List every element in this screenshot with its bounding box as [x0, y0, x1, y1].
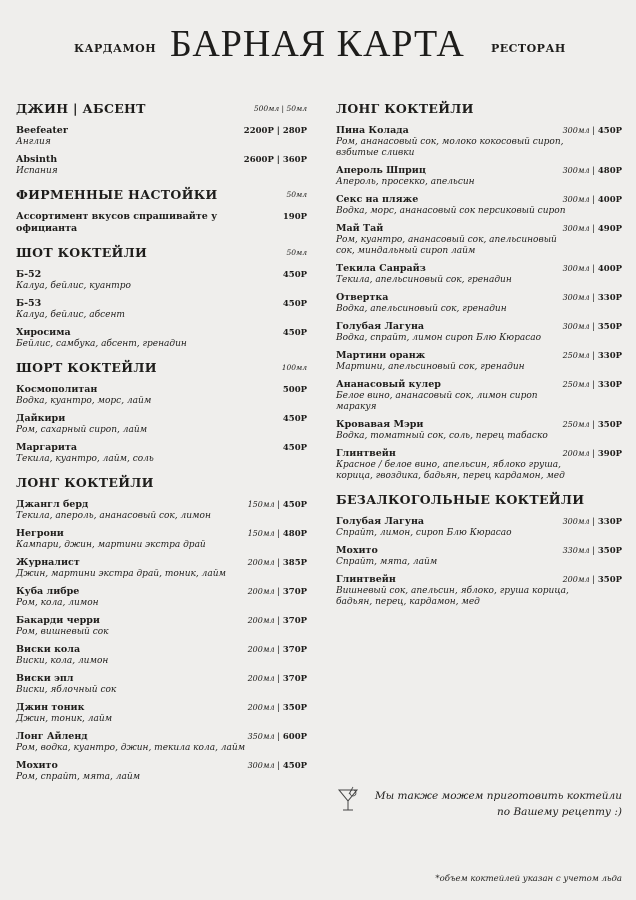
- item-price-value: 2600Р | 360Р: [243, 155, 307, 165]
- menu-item: [16, 528, 307, 551]
- item-description: Джин, мартини экстра драй, тоник, лайм: [16, 569, 226, 579]
- section-title: ШОТ КОКТЕЙЛИ: [16, 245, 148, 260]
- item-price-value: 450Р: [597, 126, 622, 136]
- item-price: [248, 732, 307, 742]
- menu-section: [16, 245, 307, 350]
- item-price-value: 450Р: [282, 761, 307, 771]
- price-separator: |: [589, 166, 598, 176]
- item-description: Водка, куантро, морс, лайм: [16, 396, 152, 406]
- item-name: Текила Санрайз: [336, 263, 426, 274]
- item-name: Мохито: [16, 760, 58, 771]
- item-price-value: 370Р: [282, 616, 307, 626]
- menu-item: [336, 292, 622, 315]
- item-name: Absinth: [16, 154, 58, 165]
- item-name: Виски кола: [16, 644, 81, 655]
- menu-section: [336, 492, 622, 608]
- item-name: Апероль Шприц: [336, 165, 426, 176]
- section-header: [16, 101, 307, 121]
- item-price: [563, 126, 622, 136]
- item-price: [248, 616, 307, 626]
- item-name: Куба либре: [16, 586, 80, 597]
- page-header: [0, 22, 636, 70]
- section-title: ШОРТ КОКТЕЙЛИ: [16, 360, 157, 375]
- section-title: ДЖИН | АБСЕНТ: [16, 101, 146, 116]
- item-volume: 250мл: [562, 380, 590, 389]
- menu-item: [16, 384, 307, 407]
- menu-section: [16, 101, 307, 177]
- item-description: Ром, водка, куантро, джин, текила кола, лайм: [16, 743, 246, 753]
- page-title: БАРНАЯ КАРТА: [170, 23, 465, 65]
- section-header: [16, 245, 307, 265]
- menu-item: [16, 760, 307, 783]
- menu-item: [336, 125, 622, 159]
- price-separator: |: [274, 500, 283, 510]
- item-volume: 150мл: [247, 529, 275, 538]
- item-name: Глинтвейн: [336, 574, 396, 585]
- item-volume: 200мл: [247, 645, 275, 654]
- item-description: Джин, тоник, лайм: [16, 714, 113, 724]
- item-volume: 300мл: [247, 761, 275, 770]
- item-price: [248, 703, 307, 713]
- section-title: БЕЗАЛКОГОЛЬНЫЕ КОКТЕЙЛИ: [336, 492, 585, 507]
- price-separator: |: [274, 529, 283, 539]
- item-name: Негрони: [16, 528, 64, 539]
- item-description: Ром, кола, лимон: [16, 598, 99, 608]
- menu-item: [336, 263, 622, 286]
- menu-section: [16, 360, 307, 465]
- item-description: Бейлис, самбука, абсент, гренадин: [16, 339, 187, 349]
- item-price-value: 350Р: [597, 575, 622, 585]
- item-price: [563, 449, 622, 459]
- restaurant-label: РЕСТОРАН: [491, 42, 566, 55]
- menu-item: [16, 269, 307, 292]
- price-separator: |: [589, 293, 598, 303]
- item-name: Бакарди черри: [16, 615, 100, 626]
- item-volume: 300мл: [562, 195, 590, 204]
- menu-item: [336, 165, 622, 188]
- item-name: Мартини оранж: [336, 350, 426, 361]
- item-volume: 200мл: [562, 575, 590, 584]
- item-price: [248, 645, 307, 655]
- item-description: Текила, апероль, ананасовый сок, лимон: [16, 511, 211, 521]
- item-price-value: 370Р: [282, 587, 307, 597]
- item-price: [563, 224, 622, 234]
- item-price: [563, 264, 622, 274]
- menu-item: [16, 499, 307, 522]
- item-volume: 150мл: [247, 500, 275, 509]
- menu-item: [336, 545, 622, 568]
- item-price-value: 600Р: [282, 732, 307, 742]
- price-separator: |: [589, 351, 598, 361]
- menu-item: [336, 574, 622, 608]
- item-volume: 350мл: [247, 732, 275, 741]
- item-price: [248, 761, 307, 771]
- item-price-value: 350Р: [597, 322, 622, 332]
- item-price: [563, 517, 622, 527]
- section-header: [16, 187, 307, 207]
- item-description: Калуа, бейлис, куантро: [16, 281, 131, 291]
- price-separator: |: [589, 195, 598, 205]
- item-price-value: 450Р: [282, 299, 307, 309]
- price-separator: |: [274, 616, 283, 626]
- item-price: [563, 166, 622, 176]
- item-price-value: 450Р: [282, 414, 307, 424]
- item-name: Хиросима: [16, 327, 71, 338]
- item-price: [563, 380, 622, 390]
- item-volume: 200мл: [247, 703, 275, 712]
- item-price: [563, 322, 622, 332]
- item-price-value: 400Р: [597, 264, 622, 274]
- item-name: Глинтвейн: [336, 448, 396, 459]
- item-price: [283, 443, 307, 453]
- item-volume: 200мл: [247, 587, 275, 596]
- item-description: Водка, морс, ананасовый сок персиковый сироп: [336, 206, 566, 216]
- price-separator: |: [274, 587, 283, 597]
- item-description: Ром, вишневый сок: [16, 627, 109, 637]
- item-description: Водка, спрайт, лимон сироп Блю Кюрасао: [336, 333, 542, 343]
- price-separator: |: [274, 732, 283, 742]
- item-name: Космополитан: [16, 384, 98, 395]
- item-name: Пина Колада: [336, 125, 409, 136]
- price-separator: |: [589, 420, 598, 430]
- price-separator: |: [589, 449, 598, 459]
- menu-item: [16, 211, 307, 235]
- item-description: Англия: [16, 137, 51, 147]
- menu-item: [336, 350, 622, 373]
- item-volume: 300мл: [562, 224, 590, 233]
- item-name: Маргарита: [16, 442, 78, 453]
- cocktail-glass-icon: [336, 786, 360, 814]
- item-description: Спрайт, мята, лайм: [336, 557, 438, 567]
- item-name: Джин тоник: [16, 702, 85, 713]
- menu-item: [336, 321, 622, 344]
- brand-label: КАРДАМОН: [74, 42, 157, 55]
- menu-item: [336, 379, 622, 413]
- price-separator: |: [274, 558, 283, 568]
- item-volume: 300мл: [562, 293, 590, 302]
- item-description: Красное / белое вино, апельсин, яблоко груша, корица, гвоздика, бадьян, перец кардамон, мед: [336, 460, 565, 481]
- price-separator: |: [589, 264, 598, 274]
- item-price-value: 370Р: [282, 674, 307, 684]
- item-price-value: 390Р: [597, 449, 622, 459]
- price-separator: |: [589, 517, 598, 527]
- item-price-value: 2200Р | 280Р: [243, 126, 307, 136]
- menu-item: [16, 557, 307, 580]
- item-price-value: 400Р: [597, 195, 622, 205]
- item-description: Испания: [16, 166, 58, 176]
- item-description: Водка, апельсиновый сок, гренадин: [336, 304, 507, 314]
- item-description: Виски, яблочный сок: [16, 685, 117, 695]
- section-volume: 50мл: [286, 190, 307, 199]
- item-price-value: 330Р: [597, 293, 622, 303]
- item-name: Журналист: [16, 557, 80, 568]
- item-price: [283, 414, 307, 424]
- item-name: Кровавая Мэри: [336, 419, 424, 430]
- menu-item: [336, 516, 622, 539]
- item-price: [283, 212, 307, 222]
- item-price: [248, 529, 307, 539]
- item-volume: 300мл: [562, 166, 590, 175]
- item-volume: 300мл: [562, 517, 590, 526]
- item-price: [283, 299, 307, 309]
- item-name: Б-52: [16, 269, 42, 280]
- item-volume: 300мл: [562, 322, 590, 331]
- item-name: Голубая Лагуна: [336, 516, 425, 527]
- item-price-value: 450Р: [282, 500, 307, 510]
- price-separator: |: [274, 674, 283, 684]
- item-price: [563, 546, 622, 556]
- price-separator: |: [274, 645, 283, 655]
- menu-item: [16, 673, 307, 696]
- menu-column-left: [16, 101, 307, 793]
- item-price: [563, 195, 622, 205]
- item-price-value: 190Р: [282, 212, 307, 222]
- item-description: Ром, куантро, ананасовый сок, апельсиновый сок, миндальный сироп лайм: [336, 235, 557, 256]
- menu-section: [16, 187, 307, 235]
- menu-item: [16, 413, 307, 436]
- item-volume: 200мл: [247, 616, 275, 625]
- item-price: [563, 575, 622, 585]
- menu-item: [336, 194, 622, 217]
- item-price: [248, 558, 307, 568]
- section-volume: 50мл: [286, 248, 307, 257]
- menu-section: [336, 101, 622, 482]
- item-name: Ассортимент вкусов спрашивайте у официанта: [16, 211, 218, 234]
- item-description: Калуа, бейлис, абсент: [16, 310, 125, 320]
- item-price: [283, 270, 307, 280]
- item-name: Секс на пляже: [336, 194, 419, 205]
- item-description: Ром, ананасовый сок, молоко кокосовый сироп, взбитые сливки: [336, 137, 564, 158]
- item-price: [244, 155, 307, 165]
- section-volume: 100мл: [281, 363, 307, 372]
- note-text: Мы также можем приготовить коктейли по Вашему рецепту :): [374, 790, 622, 818]
- menu-item: [16, 702, 307, 725]
- item-volume: 300мл: [562, 126, 590, 135]
- item-name: Лонг Айленд: [16, 731, 88, 742]
- menu-item: [336, 223, 622, 257]
- item-name: Б-53: [16, 298, 42, 309]
- price-separator: |: [589, 380, 598, 390]
- item-volume: 200мл: [247, 674, 275, 683]
- menu-item: [336, 419, 622, 442]
- item-description: Апероль, просекко, апельсин: [336, 177, 475, 187]
- price-separator: |: [589, 546, 598, 556]
- item-price-value: 350Р: [597, 420, 622, 430]
- menu-column-right: [336, 101, 622, 618]
- item-price: [248, 674, 307, 684]
- footnote: *объем коктейлей указан с учетом льда: [435, 874, 622, 884]
- section-header: [16, 475, 307, 495]
- item-price: [563, 351, 622, 361]
- item-description: Текила, апельсиновый сок, гренадин: [336, 275, 512, 285]
- item-volume: 250мл: [562, 351, 590, 360]
- item-price-value: 370Р: [282, 645, 307, 655]
- section-header: [16, 360, 307, 380]
- price-separator: |: [589, 224, 598, 234]
- price-separator: |: [274, 761, 283, 771]
- section-header: [336, 492, 622, 512]
- section-title: ФИРМЕННЫЕ НАСТОЙКИ: [16, 187, 218, 202]
- item-name: Ананасовый кулер: [336, 379, 441, 390]
- item-price-value: 450Р: [282, 443, 307, 453]
- item-description: Ром, спрайт, мята, лайм: [16, 772, 141, 782]
- menu-item: [336, 448, 622, 482]
- item-price: [563, 293, 622, 303]
- menu-item: [16, 154, 307, 177]
- item-price-value: 450Р: [282, 328, 307, 338]
- menu-item: [16, 644, 307, 667]
- section-volume: 500мл | 50мл: [253, 104, 307, 113]
- item-price-value: 330Р: [597, 517, 622, 527]
- price-separator: |: [589, 126, 598, 136]
- item-price-value: 330Р: [597, 380, 622, 390]
- item-price: [248, 587, 307, 597]
- item-price: [563, 420, 622, 430]
- menu-section: [16, 475, 307, 783]
- item-volume: 330мл: [562, 546, 590, 555]
- item-description: Вишневый сок, апельсин, яблоко, груша корица, бадьян, перец, кардамон, мед: [336, 586, 569, 607]
- item-price: [248, 500, 307, 510]
- item-price-value: 500Р: [282, 385, 307, 395]
- item-name: Виски эпл: [16, 673, 74, 684]
- menu-item: [16, 327, 307, 350]
- menu-item: [16, 125, 307, 148]
- menu-item: [16, 586, 307, 609]
- item-description: Спрайт, лимон, сироп Блю Кюрасао: [336, 528, 512, 538]
- item-name: Голубая Лагуна: [336, 321, 425, 332]
- menu-item: [16, 298, 307, 321]
- item-price-value: 480Р: [597, 166, 622, 176]
- item-description: Кампари, джин, мартини экстра драй: [16, 540, 206, 550]
- menu-item: [16, 615, 307, 638]
- item-volume: 200мл: [562, 449, 590, 458]
- item-description: Белое вино, ананасовый сок, лимон сироп маракуя: [336, 391, 538, 412]
- price-separator: |: [589, 575, 598, 585]
- item-name: Май Тай: [336, 223, 384, 234]
- menu-item: [16, 731, 307, 754]
- item-description: Водка, томатный сок, соль, перец табаско: [336, 431, 548, 441]
- item-description: Ром, сахарный сироп, лайм: [16, 425, 148, 435]
- section-title: ЛОНГ КОКТЕЙЛИ: [16, 475, 154, 490]
- item-price-value: 330Р: [597, 351, 622, 361]
- custom-recipe-note: [336, 786, 622, 826]
- item-name: Beefeater: [16, 125, 68, 136]
- item-description: Виски, кола, лимон: [16, 656, 109, 666]
- item-name: Мохито: [336, 545, 378, 556]
- item-price: [283, 385, 307, 395]
- item-price: [283, 328, 307, 338]
- price-separator: |: [589, 322, 598, 332]
- item-name: Джангл берд: [16, 499, 89, 510]
- item-name: Отвертка: [336, 292, 389, 303]
- item-volume: 200мл: [247, 558, 275, 567]
- item-description: Текила, куантро, лайм, соль: [16, 454, 154, 464]
- item-name: Дайкири: [16, 413, 66, 424]
- item-description: Мартини, апельсиновый сок, гренадин: [336, 362, 525, 372]
- item-price-value: 350Р: [282, 703, 307, 713]
- item-price-value: 480Р: [282, 529, 307, 539]
- item-price: [244, 126, 307, 136]
- price-separator: |: [274, 703, 283, 713]
- section-title: ЛОНГ КОКТЕЙЛИ: [336, 101, 474, 116]
- item-price-value: 450Р: [282, 270, 307, 280]
- item-volume: 250мл: [562, 420, 590, 429]
- item-price-value: 350Р: [597, 546, 622, 556]
- section-header: [336, 101, 622, 121]
- menu-item: [16, 442, 307, 465]
- item-price-value: 490Р: [597, 224, 622, 234]
- item-price-value: 385Р: [282, 558, 307, 568]
- item-volume: 300мл: [562, 264, 590, 273]
